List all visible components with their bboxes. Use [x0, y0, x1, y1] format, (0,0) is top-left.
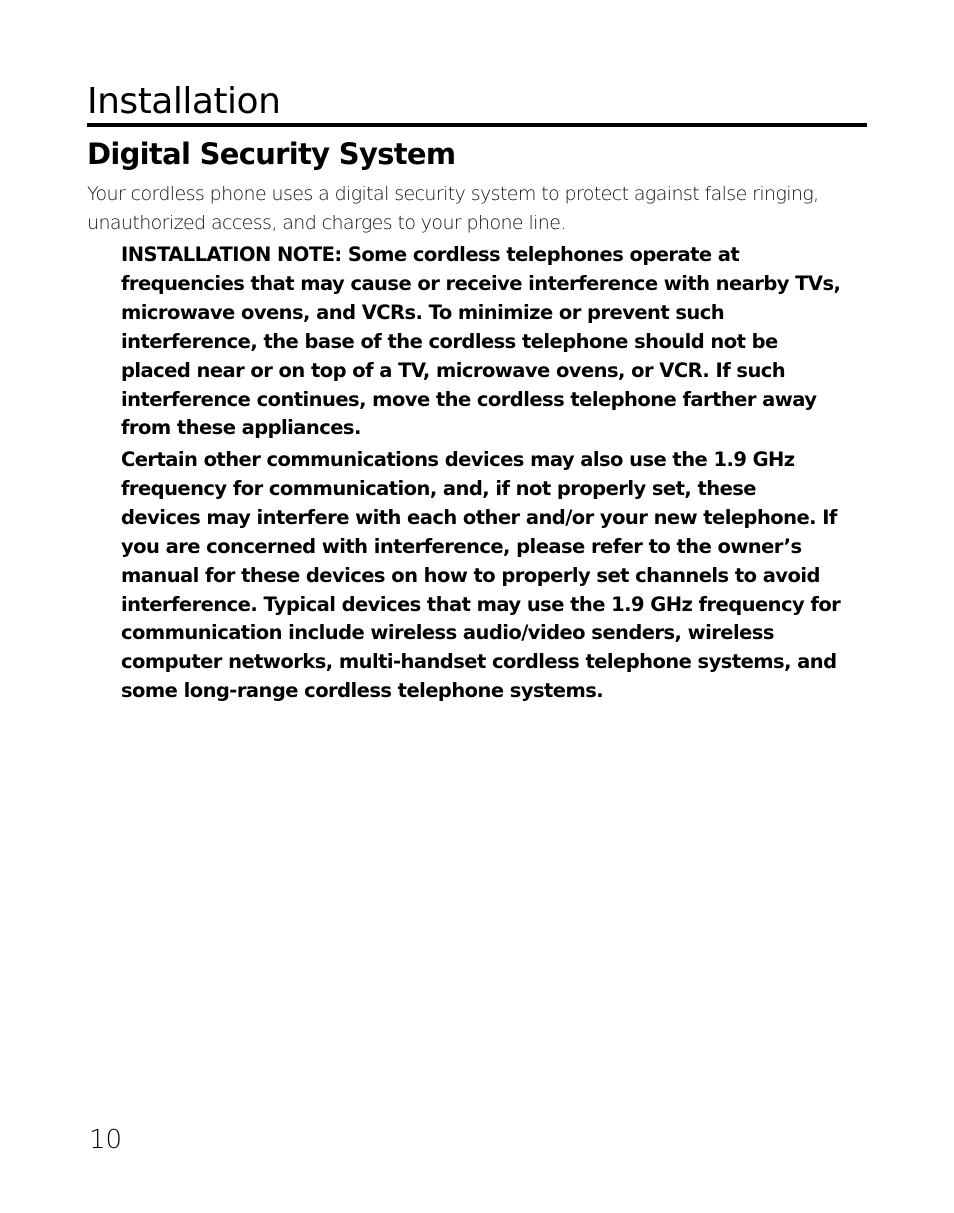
- page-title: Installation: [87, 81, 281, 122]
- title-divider: [87, 123, 867, 127]
- installation-note: INSTALLATION NOTE: Some cordless telephones operate at frequencies that may cause or receive interference with nearby TVs, microwave ovens, and VCRs. To minimize or prevent such interference, the base of the cordless telephone should not be placed near or on top of a TV, microwave ovens, or VCR. If such interference continues, move the cordless telephone farther away from these appliances.: [121, 243, 841, 440]
- section-heading: Digital Security System: [87, 137, 456, 171]
- intro-paragraph: Your cordless phone uses a digital security system to protect against false ringing, unauthorized access, and charges to your phone line.: [87, 183, 819, 234]
- page-number: 10: [89, 1125, 123, 1155]
- interference-note: Certain other communications devices may also use the 1.9 GHz frequency for communication, and, if not properly set, these devices may interfere with each other and/or your new telephone. If you are concerned with interference, please refer to the owner’s manual for these devices on how to properly set channels to avoid interference. Typical devices that may use the 1.9 GHz frequency for communication include wireless audio/video senders, wireless computer networks, multi-handset cordless telephone systems, and some long-range cordless telephone systems.: [121, 448, 841, 703]
